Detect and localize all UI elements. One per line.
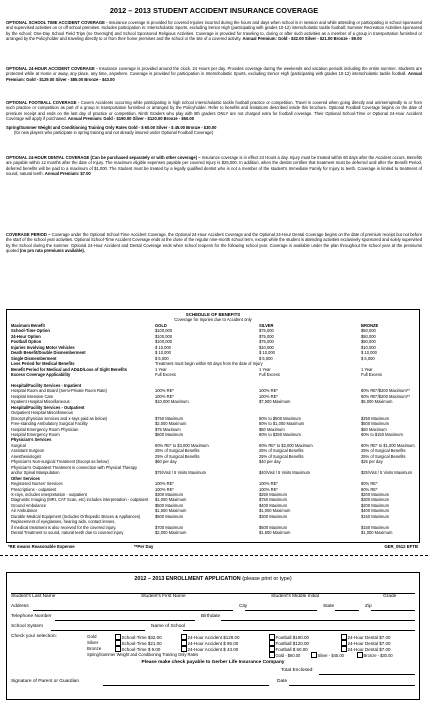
city-field[interactable] <box>245 610 317 611</box>
schedule-row: if medical treatment is also received for the covered injury. $700 Maximum $500 Maximum $150 Maximum <box>11 524 389 530</box>
schedule-row: Hospital Intensive Care 100% RE* 100% RE* 80% RE*/$200 Maximum** <box>11 393 410 399</box>
schedule-row: Hospital/Facility Services - Inpatient <box>11 382 82 388</box>
schedule-row: Injuries Involving Motor Vehicles $ 10,000 $10,000 $10,000 <box>11 344 376 350</box>
total-field[interactable] <box>319 674 415 675</box>
plan-checkbox[interactable]: School-Time $21.00 <box>115 640 162 647</box>
schedule-row: Dental Treatment to sound, natural teeth due to covered injury $2,000 Maximum $1,500 Maximum $1,000 Maximum <box>11 530 393 536</box>
schedule-row: Hospital Emergency Room $500 Maximum 80% to $350 Maximum 80% to $150 Maximum <box>11 432 403 437</box>
plan-checkbox[interactable]: 24-Hour Accident $ 85.00 <box>181 640 238 647</box>
plan-checkbox[interactable]: Football $120.00 <box>269 640 309 647</box>
schedule-row: Anesthesiologist 25% of Surgical Benefits 25% of Surgical Benefits 25% of Surgical Benefits <box>11 453 406 459</box>
plan-checkbox[interactable]: School-Time $ 9.00 <box>115 646 160 653</box>
schedule-row: Ground Ambulance $500 Maximum $400 Maximum $200 Maximum <box>11 502 389 508</box>
name-line[interactable] <box>11 593 415 594</box>
enrollment-title: 2012 – 2013 ENROLLMENT APPLICATION (please print or type) <box>134 576 292 582</box>
schedule-row: Other Services <box>11 475 40 481</box>
schedule-row: (Except physician services and x-rays paid as below) $750 Maximum 80% to $500 Maximum $250 Maximum <box>11 415 389 421</box>
address-field[interactable] <box>33 610 233 611</box>
schedule-row: Death Benefit/Double Dismemberment $ 10,000 $ 10,000 $ 10,000 <box>11 350 377 356</box>
schedule-row: School-Time Option $100,000 $75,000 $50,000 <box>11 328 376 334</box>
coverage-paragraph: Spring/Summer Weight and Conditioning Training Only Rates Gold - $ 60.00 Silver - $ 45.00 Bronze - $30.00 (for new players who participate in spring training and not already insured under Optional Football Coverage) <box>6 125 217 136</box>
birthdate-field[interactable] <box>221 620 415 621</box>
schedule-row: Hospital Room and Board (Semi-Private Room Rate) 100% RE* 100% RE* 80% RE*/$200 Maximum** <box>11 388 410 394</box>
form-code: GER_0512 EFTB <box>384 544 418 549</box>
plan-checkbox[interactable]: 24-Hour Accident $129.00 <box>181 634 240 641</box>
school-system-field[interactable] <box>51 630 145 631</box>
schedule-row: Benefit Period for Medical and AD&D/Loss of Sight Benefits 1 Year 1 Year 1 Year <box>11 366 373 372</box>
schedule-row: Hospital/Facility Services - Outpatient <box>11 404 85 410</box>
schedule-row: Surgical 80% RE* to $3,000 Maximum 80% RE* to $2,000 Maximum 80% RE* to $1,000 Maximum <box>11 442 415 448</box>
schedule-row: Prescriptions - outpatient 100% RE* 100% RE* 80% RE* <box>11 486 378 492</box>
schedule-of-benefits <box>6 309 420 543</box>
enrollment-application: 2012 – 2013 ENROLLMENT APPLICATION (please print or type) Student's Last Name Student's First Name Student's Middle Initial Grade Address City State Zip Telephone Number Birthdate School System Name of School Check your selection: Gold School-Time $32.00 24-Hour Accident $129.00 Football $190.00 24-Hour Dental $7.00 Silver School-Time $21.00 24-Hour Accident $ 85.00 Football $120.00 24-Hour Dental $7.00 Bronze School-Time $ 9.00 24-Hour Accident $ 43.00 Football $ 60.00 24-Hour Dental $7.00 Spring/Summer Weight and Conditioning Training Only Rates Gold - $60.00 Silver - $45.00 Bronze - $30.00 Please make check payable to Gerber Life Insurance Company Total Enclosed: Signature of Parent or Guardian Date <box>6 572 420 700</box>
plan-checkbox[interactable]: 24-Hour Dental $7.00 <box>341 646 391 653</box>
coverage-paragraph: OPTIONAL 24-HOUR ACCIDENT COVERAGE - Insurance coverage is provided around the clock, 24 Hours per day. Provides coverage during the weekends and vacation periods including the entire summer. Students are protected while at Home or away, any place, any time, anywhere. Coverage is provided for participation in Interscholastic Sports, excluding Senior High (participating with grades 10-12) interscholastic tackle football. Annual Premium: Gold - $129.00 Silver - $85.00 Bronze - $43.00 <box>6 66 422 82</box>
cut-line <box>0 555 428 556</box>
plan-checkbox[interactable]: 24-Hour Accident $ 43.00 <box>181 646 238 653</box>
schedule-row: Football Option $100,000 $75,000 $50,000 <box>11 339 376 345</box>
schedule-row: Outpatient Hospital Miscellaneous <box>11 410 73 416</box>
schedule-subtitle: Coverage for Injuries due to Accident only <box>174 317 252 322</box>
phone-field[interactable] <box>55 620 195 621</box>
schedule-row: Assistant Surgeon 25% of Surgical Benefits 25% of Surgical Benefits 25% of Surgical Benefits <box>11 448 406 454</box>
plan-checkbox[interactable]: 24-Hour Dental $7.00 <box>341 640 391 647</box>
schedule-row <box>11 378 415 383</box>
schedule-row: 24-Hour Option $100,000 $75,000 $50,000 <box>11 333 376 339</box>
coverage-paragraph: OPTIONAL FOOTBALL COVERAGE - Covers Accidents occurring while participating in high school interscholastic tackle football practice or competition. Travel is covered when going directly and uninterruptedly to or from such practice or competition as part of a group in transportation furnished or arranged by the Policyholder. Refer to benefits and limitations described inside this brochure. Optional Football Coverage begins on the date of premium receipt and ends on the last day of practice or competition. Ninth Graders who play with 9th graders ONLY are not charged extra for football coverage. Their Optional School-Time or Optional 24-Hour Accident Coverage will apply if purchased. Annual Premium: Gold - $190.00 Silver - $120.00 Bronze - $60.00 <box>6 100 422 121</box>
signature-field[interactable] <box>103 685 269 686</box>
schedule-row: Diagnostic Imaging (MRI, CAT Scan, etc) includes interpretation - outpatient $1,000 Maximum $750 Maximum $300 Maximum <box>11 497 389 503</box>
schedule-footnotes <box>6 544 420 550</box>
coverage-paragraph: OPTIONAL SCHOOL TIME ACCIDENT COVERAGE - Insurance coverage is provided for covered Injuries incurred during the hours and days when school is in session and while attending or participating in school sponsored and supervised activities on or off school premises. Includes participation in: Interscholastic Sports, excluding Senior High (participating with grades 10-12) interscholastic tackle football; Summer Recreation Activities sponsored by the school; One-Day School Field Trips (no Overnight) and School Sponsored Religious Activities. Coverage is provided for traveling to, during or after such activities as a member of a group in transportation furnished or arranged by the Policyholder and traveling directly to or from their home premises and the school or the site of a covered activity. Annual Premium: Gold - $32.00 Silver - $21.00 Bronze - $9.00 <box>6 20 422 41</box>
schedule-row: Registered Nurses' Services 100% RE* 100% RE* 80% RE* <box>11 481 378 487</box>
zip-field[interactable] <box>371 610 415 611</box>
schedule-row: Hospital Emergency Room Physician $75 Maximum $50 Maximum $50 Maximum <box>11 426 387 432</box>
footnote-per-day: **Per Day <box>134 544 154 549</box>
schedule-row: and/or Spinal Manipulation $75/Visit / 5 Visits Maximum $40/Visit / 5 Visits Maximum $25/Visit / 5 Visits Maximum <box>11 470 413 476</box>
schedule-row: Durable Medical Equipment (Includes Orthopedic Braces & Appliances) $500 Maximum $300 Maximum $150 Maximum <box>11 513 389 519</box>
schedule-row: Replacement of eyeglasses, hearing aids, contact lenses, <box>11 519 116 525</box>
plan-checkbox[interactable]: Football $190.00 <box>269 634 309 641</box>
schedule-row: Single Dismemberment $ 5,000 $ 5,000 $ 5,000 <box>11 355 375 361</box>
spring-silver-checkbox[interactable]: Silver - $45.00 <box>311 652 344 659</box>
state-field[interactable] <box>335 610 359 611</box>
schedule-header-row: Maximum Benefit GOLD SILVER BRONZE <box>11 323 379 328</box>
coverage-paragraph: COVERAGE PERIOD – Coverage under the Optional School-Time Accident Coverage, the Optional 24-Hour Accident Coverage and the Optional 24-Hour Dental Coverage begins on the date of premium receipt but not before the start of the school year activities. Optional School-Time Accident Coverage ends at the close of the regular nine-month school term, except while the student is attending activities exclusively sponsored and solely supervised by the School during the summer. Optional 24-Hour Accident and Dental Coverage ends when school reopens for the following school year. Coverage is available under the plan throughout the school year at the premiums quoted (no pro rata premiums available). <box>6 232 422 253</box>
schedule-row: Loss Period for Medical Benefits Treatment must begin within 60 days from the date of Injury <box>11 361 263 367</box>
schedule-row: Physician's Non-surgical Treatment (Except as below) $60 per day $40 per day $25 per day <box>11 459 383 465</box>
schedule-row: Inpatient Hospital Miscellaneous $10,000 Maximum $7,500 Maximum $5,000 Maximum <box>11 399 393 405</box>
schedule-row: Excess Coverage Applicability Full Excess Full Excess Full Excess <box>11 372 382 378</box>
plan-checkbox[interactable]: Football $ 60.00 <box>269 646 308 653</box>
schedule-row: Free-standing Ambulatory Surgical Facility $2,000 Maximum 80% to $1,000 Maximum $500 Maximum <box>11 421 389 427</box>
date-field[interactable] <box>289 685 415 686</box>
page-title: 2012 – 2013 STUDENT ACCIDENT INSURANCE COVERAGE <box>109 6 319 15</box>
school-name-field[interactable] <box>183 630 415 631</box>
schedule-title: SCHEDULE OF BENEFITS <box>185 312 241 317</box>
spring-bronze-checkbox[interactable]: Bronze - $30.00 <box>357 652 393 659</box>
spring-gold-checkbox[interactable]: Gold - $60.00 <box>269 652 300 659</box>
schedule-row: Physician's Outpatient Treatment in connection with Physical Therapy <box>11 464 138 470</box>
schedule-row: X-rays, includes interpretation - outpatient $300 Maximum $250 Maximum $200 Maximum <box>11 491 389 497</box>
plan-checkbox[interactable]: 24-Hour Dental $7.00 <box>341 634 391 641</box>
schedule-row: Physician's Services <box>11 437 52 443</box>
schedule-row: Air Ambulance $1,500 Maximum $1,000 Maximum $400 Maximum <box>11 508 389 514</box>
plan-checkbox[interactable]: School-Time $32.00 <box>115 634 162 641</box>
coverage-paragraph: OPTIONAL 24-HOUR DENTAL COVERAGE (Can be purchased separately or with other coverage) – Insurance coverage is in effect 24 Hours a day. Injury must be treated within 60 days after the Accident occurs. Benefits are payable within 12 months after the date of Injury. The maximum eligible expenses payable per covered Injury is $25,000. In addition, when the dentist certifies that treatment must be deferred until after the Benefit Period, deferred benefits will be paid to a maximum of $1,000. The Student must be treated by a legally qualified dentist who is not a member of the student's Immediate Family for Injury to teeth. Coverage is limited to treatment of sound, natural teeth. Annual Premium: $7.00 <box>6 155 422 176</box>
footnote-re: *RE means Reasonable Expense <box>8 544 75 549</box>
